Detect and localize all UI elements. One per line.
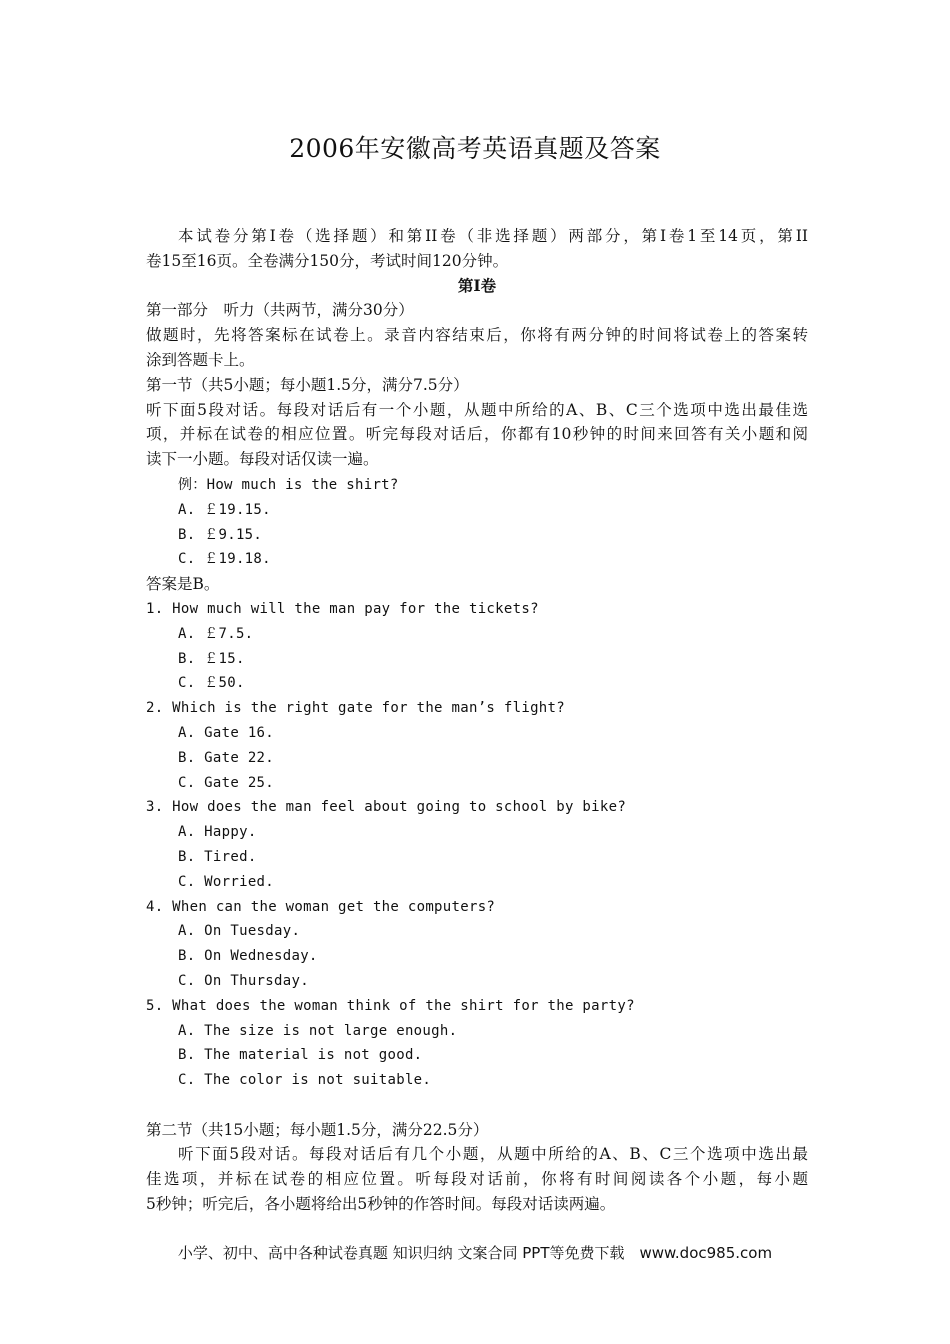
question-1 bbox=[146, 597, 808, 696]
question-5 bbox=[146, 994, 808, 1093]
section2-heading: 第二节（共15小题；每小题1.5分，满分22.5分） bbox=[146, 1120, 489, 1139]
instruction-line: 佳选项，并标在试卷的相应位置。听每段对话前，你将有时间阅读各个小题，每小题 bbox=[146, 1170, 808, 1189]
volume-heading: 第Ⅰ卷 bbox=[457, 275, 497, 295]
answer-option: C. The color is not suitable. bbox=[178, 1072, 432, 1089]
question-text: 2. Which is the right gate for the man’s flight? bbox=[146, 700, 565, 717]
example-option: C. ￡19.18. bbox=[178, 551, 271, 568]
instruction-line: 做题时，先将答案标在试卷上。录音内容结束后，你将有两分钟的时间将试卷上的答案转 bbox=[146, 326, 808, 345]
section1-heading: 第一节（共5小题；每小题1.5分，满分7.5分） bbox=[146, 375, 469, 394]
intro-paragraph bbox=[146, 224, 808, 274]
question-text: 4. When can the woman get the computers? bbox=[146, 898, 496, 915]
instruction-line: 涂到答题卡上。 bbox=[146, 350, 255, 369]
instruction-line: 听下面5段对话。每段对话后有几个小题，从题中所给的A、B、C三个选项中选出最 bbox=[178, 1145, 808, 1164]
question-2 bbox=[146, 696, 808, 795]
answer-option: B. Gate 22. bbox=[178, 749, 275, 766]
question-text: 1. How much will the man pay for the tickets? bbox=[146, 600, 539, 617]
document-body bbox=[146, 224, 808, 1217]
answer-option: C. Gate 25. bbox=[178, 774, 275, 791]
answer-option: B. On Wednesday. bbox=[178, 948, 318, 965]
spacer bbox=[146, 1093, 808, 1118]
example-question-text: 例：How much is the shirt? bbox=[178, 476, 399, 493]
question-4 bbox=[146, 895, 808, 994]
answer-option: A. The size is not large enough. bbox=[178, 1022, 458, 1039]
answer-option: A. On Tuesday. bbox=[178, 923, 301, 940]
instruction-line: 5秒钟；听完后，各小题将给出5秒钟的作答时间。每段对话读两遍。 bbox=[146, 1195, 616, 1214]
answer-option: C. Worried. bbox=[178, 873, 275, 890]
section1-instructions bbox=[146, 398, 808, 472]
part1-instructions bbox=[146, 323, 808, 373]
section2-instructions bbox=[146, 1142, 808, 1216]
answer-option: B. The material is not good. bbox=[178, 1047, 423, 1064]
question-3 bbox=[146, 795, 808, 894]
answer-option: B. Tired. bbox=[178, 848, 257, 865]
answer-option: C. On Thursday. bbox=[178, 972, 309, 989]
part1-heading: 第一部分 听力（共两节，满分30分） bbox=[146, 301, 414, 320]
intro-line: 卷15至16页。全卷满分150分，考试时间120分钟。 bbox=[146, 251, 509, 270]
example-answer: 答案是B。 bbox=[146, 575, 220, 594]
answer-option: B. ￡15. bbox=[178, 650, 245, 667]
answer-option: A. ￡7.5. bbox=[178, 625, 254, 642]
intro-line: 本试卷分第Ⅰ卷（选择题）和第II卷（非选择题）两部分，第Ⅰ卷1至14页，第II bbox=[178, 227, 808, 245]
example-option: B. ￡9.15. bbox=[178, 526, 263, 543]
example-question bbox=[146, 472, 808, 498]
instruction-line: 项，并标在试卷的相应位置。听完每段对话后，你都有10秒钟的时间来回答有关小题和阅 bbox=[146, 425, 808, 444]
example-option: A. ￡19.15. bbox=[178, 501, 271, 518]
example-block bbox=[146, 472, 808, 597]
page-footer: 小学、初中、高中各种试卷真题 知识归纳 文案合同 PPT等免费下载 www.doc985.com bbox=[177, 1244, 773, 1262]
instruction-line: 听下面5段对话。每段对话后有一个小题，从题中所给的A、B、C三个选项中选出最佳选 bbox=[146, 400, 808, 419]
instruction-line: 读下一小题。每段对话仅读一遍。 bbox=[146, 450, 379, 469]
page-title: 2006年安徽高考英语真题及答案 bbox=[289, 134, 661, 163]
question-text: 5. What does the woman think of the shirt for the party? bbox=[146, 997, 635, 1014]
question-text: 3. How does the man feel about going to school by bike? bbox=[146, 799, 627, 816]
answer-option: C. ￡50. bbox=[178, 675, 245, 692]
answer-option: A. Gate 16. bbox=[178, 724, 275, 741]
answer-option: A. Happy. bbox=[178, 824, 257, 841]
